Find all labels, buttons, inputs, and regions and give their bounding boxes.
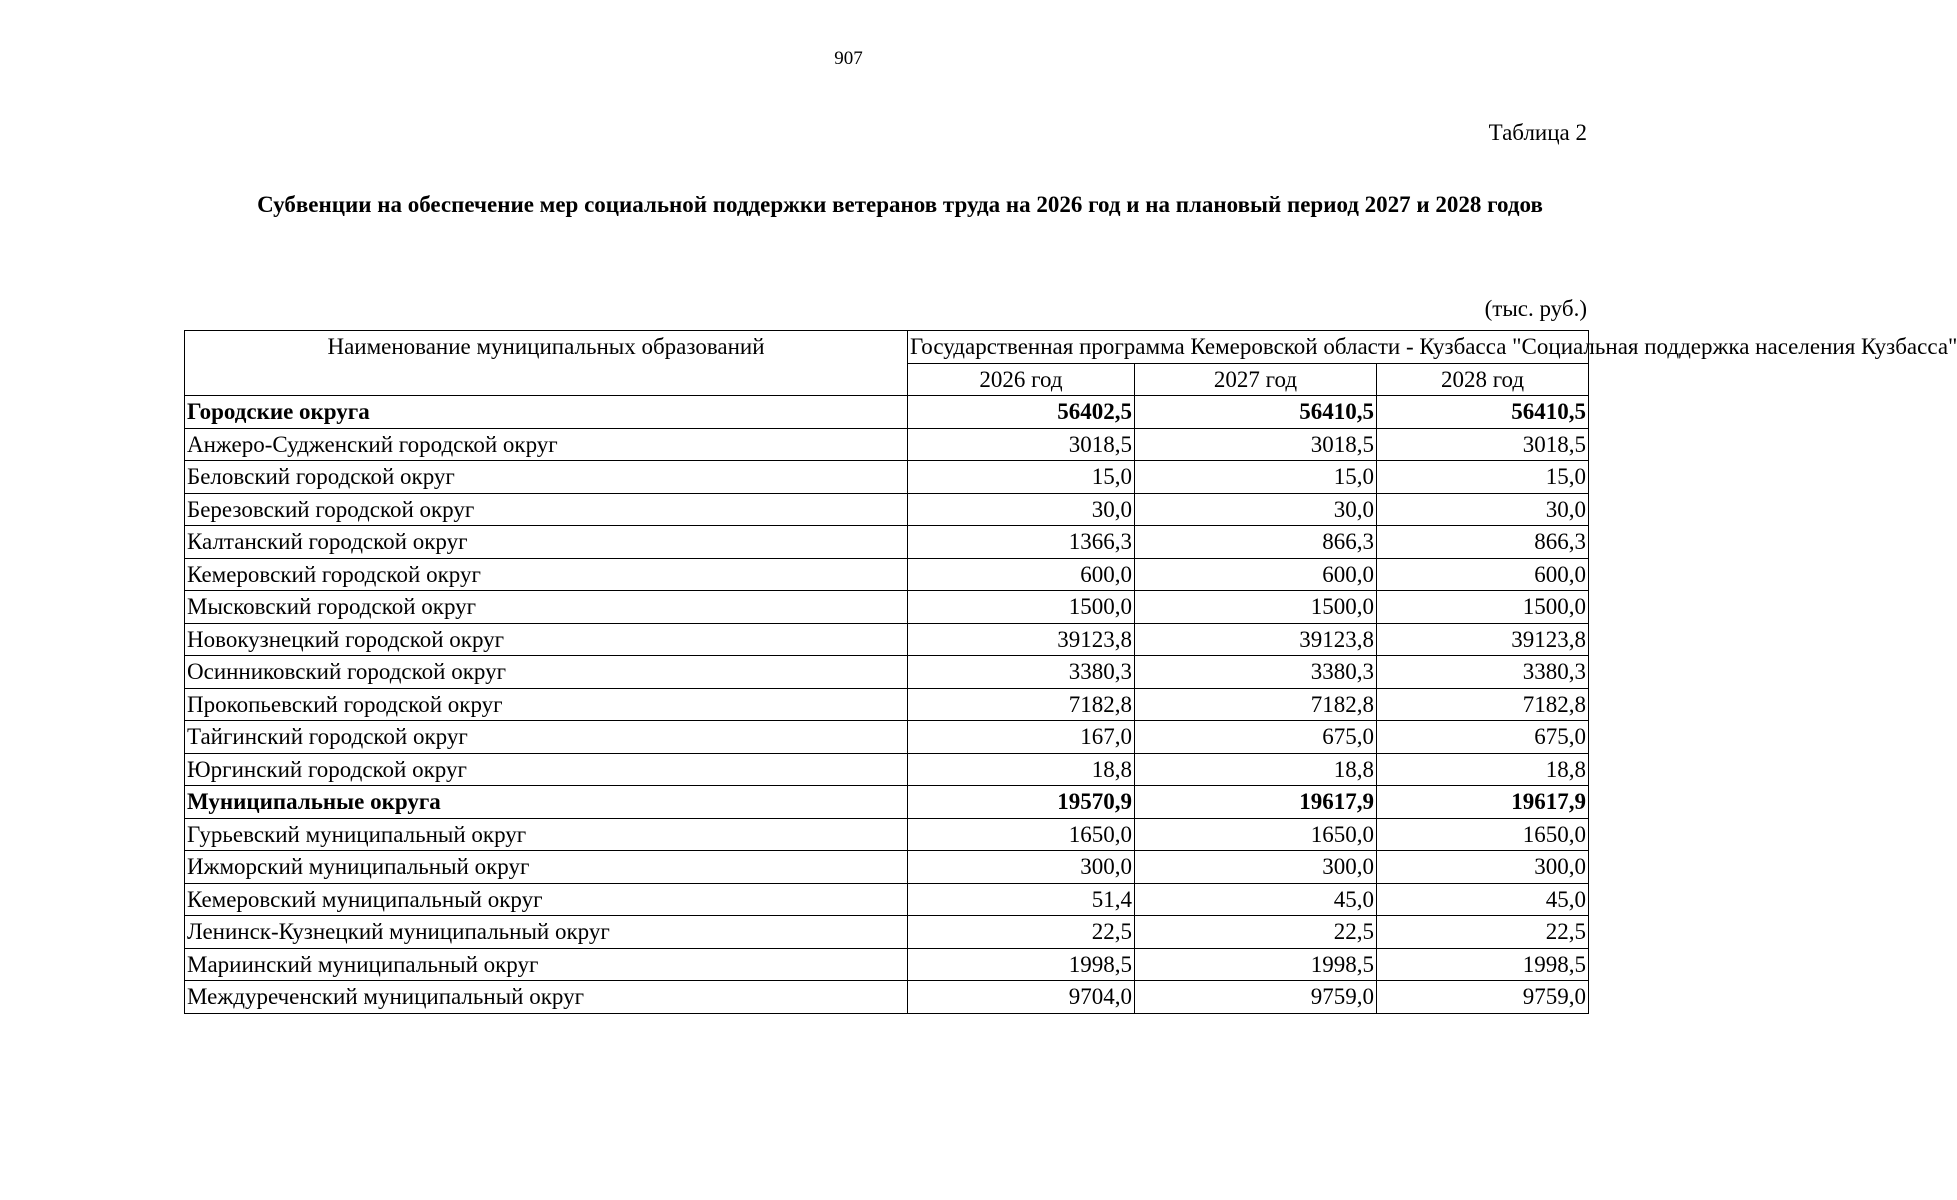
value-2026-cell: 15,0 — [908, 461, 1135, 494]
table-row — [185, 623, 1589, 656]
value-2026-cell: 3018,5 — [908, 428, 1135, 461]
municipality-name-cell: Тайгинский городской округ — [185, 721, 908, 754]
value-2028-cell: 22,5 — [1377, 916, 1589, 949]
page-number: 907 — [834, 48, 863, 69]
value-2027-cell: 9759,0 — [1135, 981, 1377, 1014]
value-2026-cell: 56402,5 — [908, 396, 1135, 429]
value-2027-cell: 1650,0 — [1135, 818, 1377, 851]
value-2026-cell: 167,0 — [908, 721, 1135, 754]
value-2027-cell: 15,0 — [1135, 461, 1377, 494]
value-2026-cell: 30,0 — [908, 493, 1135, 526]
table-row — [185, 591, 1589, 624]
table-row — [185, 493, 1589, 526]
value-2027-cell: 22,5 — [1135, 916, 1377, 949]
value-2028-cell: 300,0 — [1377, 851, 1589, 884]
value-2027-cell: 3018,5 — [1135, 428, 1377, 461]
table-row — [185, 818, 1589, 851]
table-row — [185, 688, 1589, 721]
municipality-name-cell: Городские округа — [185, 396, 908, 429]
value-2026-cell: 1366,3 — [908, 526, 1135, 559]
value-2027-cell: 600,0 — [1135, 558, 1377, 591]
table-row — [185, 428, 1589, 461]
value-2026-cell: 22,5 — [908, 916, 1135, 949]
units-label: (тыс. руб.) — [1484, 296, 1587, 321]
table-row — [185, 721, 1589, 754]
value-2028-cell: 1998,5 — [1377, 948, 1589, 981]
municipality-name-cell: Калтанский городской округ — [185, 526, 908, 559]
value-2027-cell: 18,8 — [1135, 753, 1377, 786]
value-2026-cell: 51,4 — [908, 883, 1135, 916]
table-row — [185, 883, 1589, 916]
value-2027-cell: 866,3 — [1135, 526, 1377, 559]
municipality-name-cell: Кемеровский городской округ — [185, 558, 908, 591]
value-2026-cell: 18,8 — [908, 753, 1135, 786]
table-group-row — [185, 786, 1589, 819]
value-2026-cell: 3380,3 — [908, 656, 1135, 689]
value-2028-cell: 19617,9 — [1377, 786, 1589, 819]
value-2027-cell: 3380,3 — [1135, 656, 1377, 689]
value-2026-cell: 7182,8 — [908, 688, 1135, 721]
value-2027-cell: 45,0 — [1135, 883, 1377, 916]
table-row — [185, 981, 1589, 1014]
municipality-name-cell: Муниципальные округа — [185, 786, 908, 819]
municipality-name-cell: Беловский городской округ — [185, 461, 908, 494]
header-program: Государственная программа Кемеровской области - Кузбасса "Социальная поддержка населения Кузбасса" — [908, 331, 1589, 364]
municipality-name-cell: Анжеро-Судженский городской округ — [185, 428, 908, 461]
value-2026-cell: 1500,0 — [908, 591, 1135, 624]
municipality-name-cell: Березовский городской округ — [185, 493, 908, 526]
value-2026-cell: 600,0 — [908, 558, 1135, 591]
table-row — [185, 753, 1589, 786]
value-2027-cell: 675,0 — [1135, 721, 1377, 754]
value-2027-cell: 1500,0 — [1135, 591, 1377, 624]
municipality-name-cell: Ижморский муниципальный округ — [185, 851, 908, 884]
municipality-name-cell: Юргинский городской округ — [185, 753, 908, 786]
header-year-2028: 2028 год — [1377, 363, 1589, 396]
value-2028-cell: 675,0 — [1377, 721, 1589, 754]
header-municipality-name: Наименование муниципальных образований — [185, 331, 908, 396]
value-2027-cell: 39123,8 — [1135, 623, 1377, 656]
table-row — [185, 526, 1589, 559]
value-2028-cell: 7182,8 — [1377, 688, 1589, 721]
municipality-name-cell: Междуреченский муниципальный округ — [185, 981, 908, 1014]
municipality-name-cell: Мариинский муниципальный округ — [185, 948, 908, 981]
subsidies-table — [184, 330, 1957, 1014]
value-2026-cell: 1998,5 — [908, 948, 1135, 981]
value-2026-cell: 9704,0 — [908, 981, 1135, 1014]
value-2028-cell: 1650,0 — [1377, 818, 1589, 851]
value-2027-cell: 30,0 — [1135, 493, 1377, 526]
table-row — [185, 851, 1589, 884]
value-2028-cell: 39123,8 — [1377, 623, 1589, 656]
value-2028-cell: 3018,5 — [1377, 428, 1589, 461]
value-2028-cell: 45,0 — [1377, 883, 1589, 916]
municipality-name-cell: Ленинск-Кузнецкий муниципальный округ — [185, 916, 908, 949]
value-2028-cell: 3380,3 — [1377, 656, 1589, 689]
table-row — [185, 656, 1589, 689]
municipality-name-cell: Новокузнецкий городской округ — [185, 623, 908, 656]
value-2027-cell: 7182,8 — [1135, 688, 1377, 721]
value-2027-cell: 300,0 — [1135, 851, 1377, 884]
municipality-name-cell: Кемеровский муниципальный округ — [185, 883, 908, 916]
municipality-name-cell: Осинниковский городской округ — [185, 656, 908, 689]
value-2026-cell: 1650,0 — [908, 818, 1135, 851]
value-2027-cell: 56410,5 — [1135, 396, 1377, 429]
value-2028-cell: 9759,0 — [1377, 981, 1589, 1014]
table-row — [185, 461, 1589, 494]
value-2028-cell: 600,0 — [1377, 558, 1589, 591]
value-2027-cell: 1998,5 — [1135, 948, 1377, 981]
value-2028-cell: 15,0 — [1377, 461, 1589, 494]
value-2027-cell: 19617,9 — [1135, 786, 1377, 819]
table-caption: Таблица 2 — [1488, 120, 1587, 145]
table-body — [185, 396, 1589, 1014]
municipality-name-cell: Мысковский городской округ — [185, 591, 908, 624]
table-header-row — [185, 331, 1589, 364]
value-2028-cell: 18,8 — [1377, 753, 1589, 786]
document-title: Субвенции на обеспечение мер социальной поддержки ветеранов труда на 2026 год и на плановый период 2027 и 2028 годов — [257, 192, 1543, 217]
table-row — [185, 948, 1589, 981]
header-year-2026: 2026 год — [908, 363, 1135, 396]
municipality-name-cell: Гурьевский муниципальный округ — [185, 818, 908, 851]
value-2026-cell: 19570,9 — [908, 786, 1135, 819]
table-row — [185, 916, 1589, 949]
table-header — [185, 331, 1957, 396]
value-2028-cell: 56410,5 — [1377, 396, 1589, 429]
value-2028-cell: 1500,0 — [1377, 591, 1589, 624]
table-row — [185, 558, 1589, 591]
municipality-name-cell: Прокопьевский городской округ — [185, 688, 908, 721]
value-2028-cell: 30,0 — [1377, 493, 1589, 526]
value-2026-cell: 39123,8 — [908, 623, 1135, 656]
header-year-2027: 2027 год — [1135, 363, 1377, 396]
table-group-row — [185, 396, 1589, 429]
value-2026-cell: 300,0 — [908, 851, 1135, 884]
value-2028-cell: 866,3 — [1377, 526, 1589, 559]
